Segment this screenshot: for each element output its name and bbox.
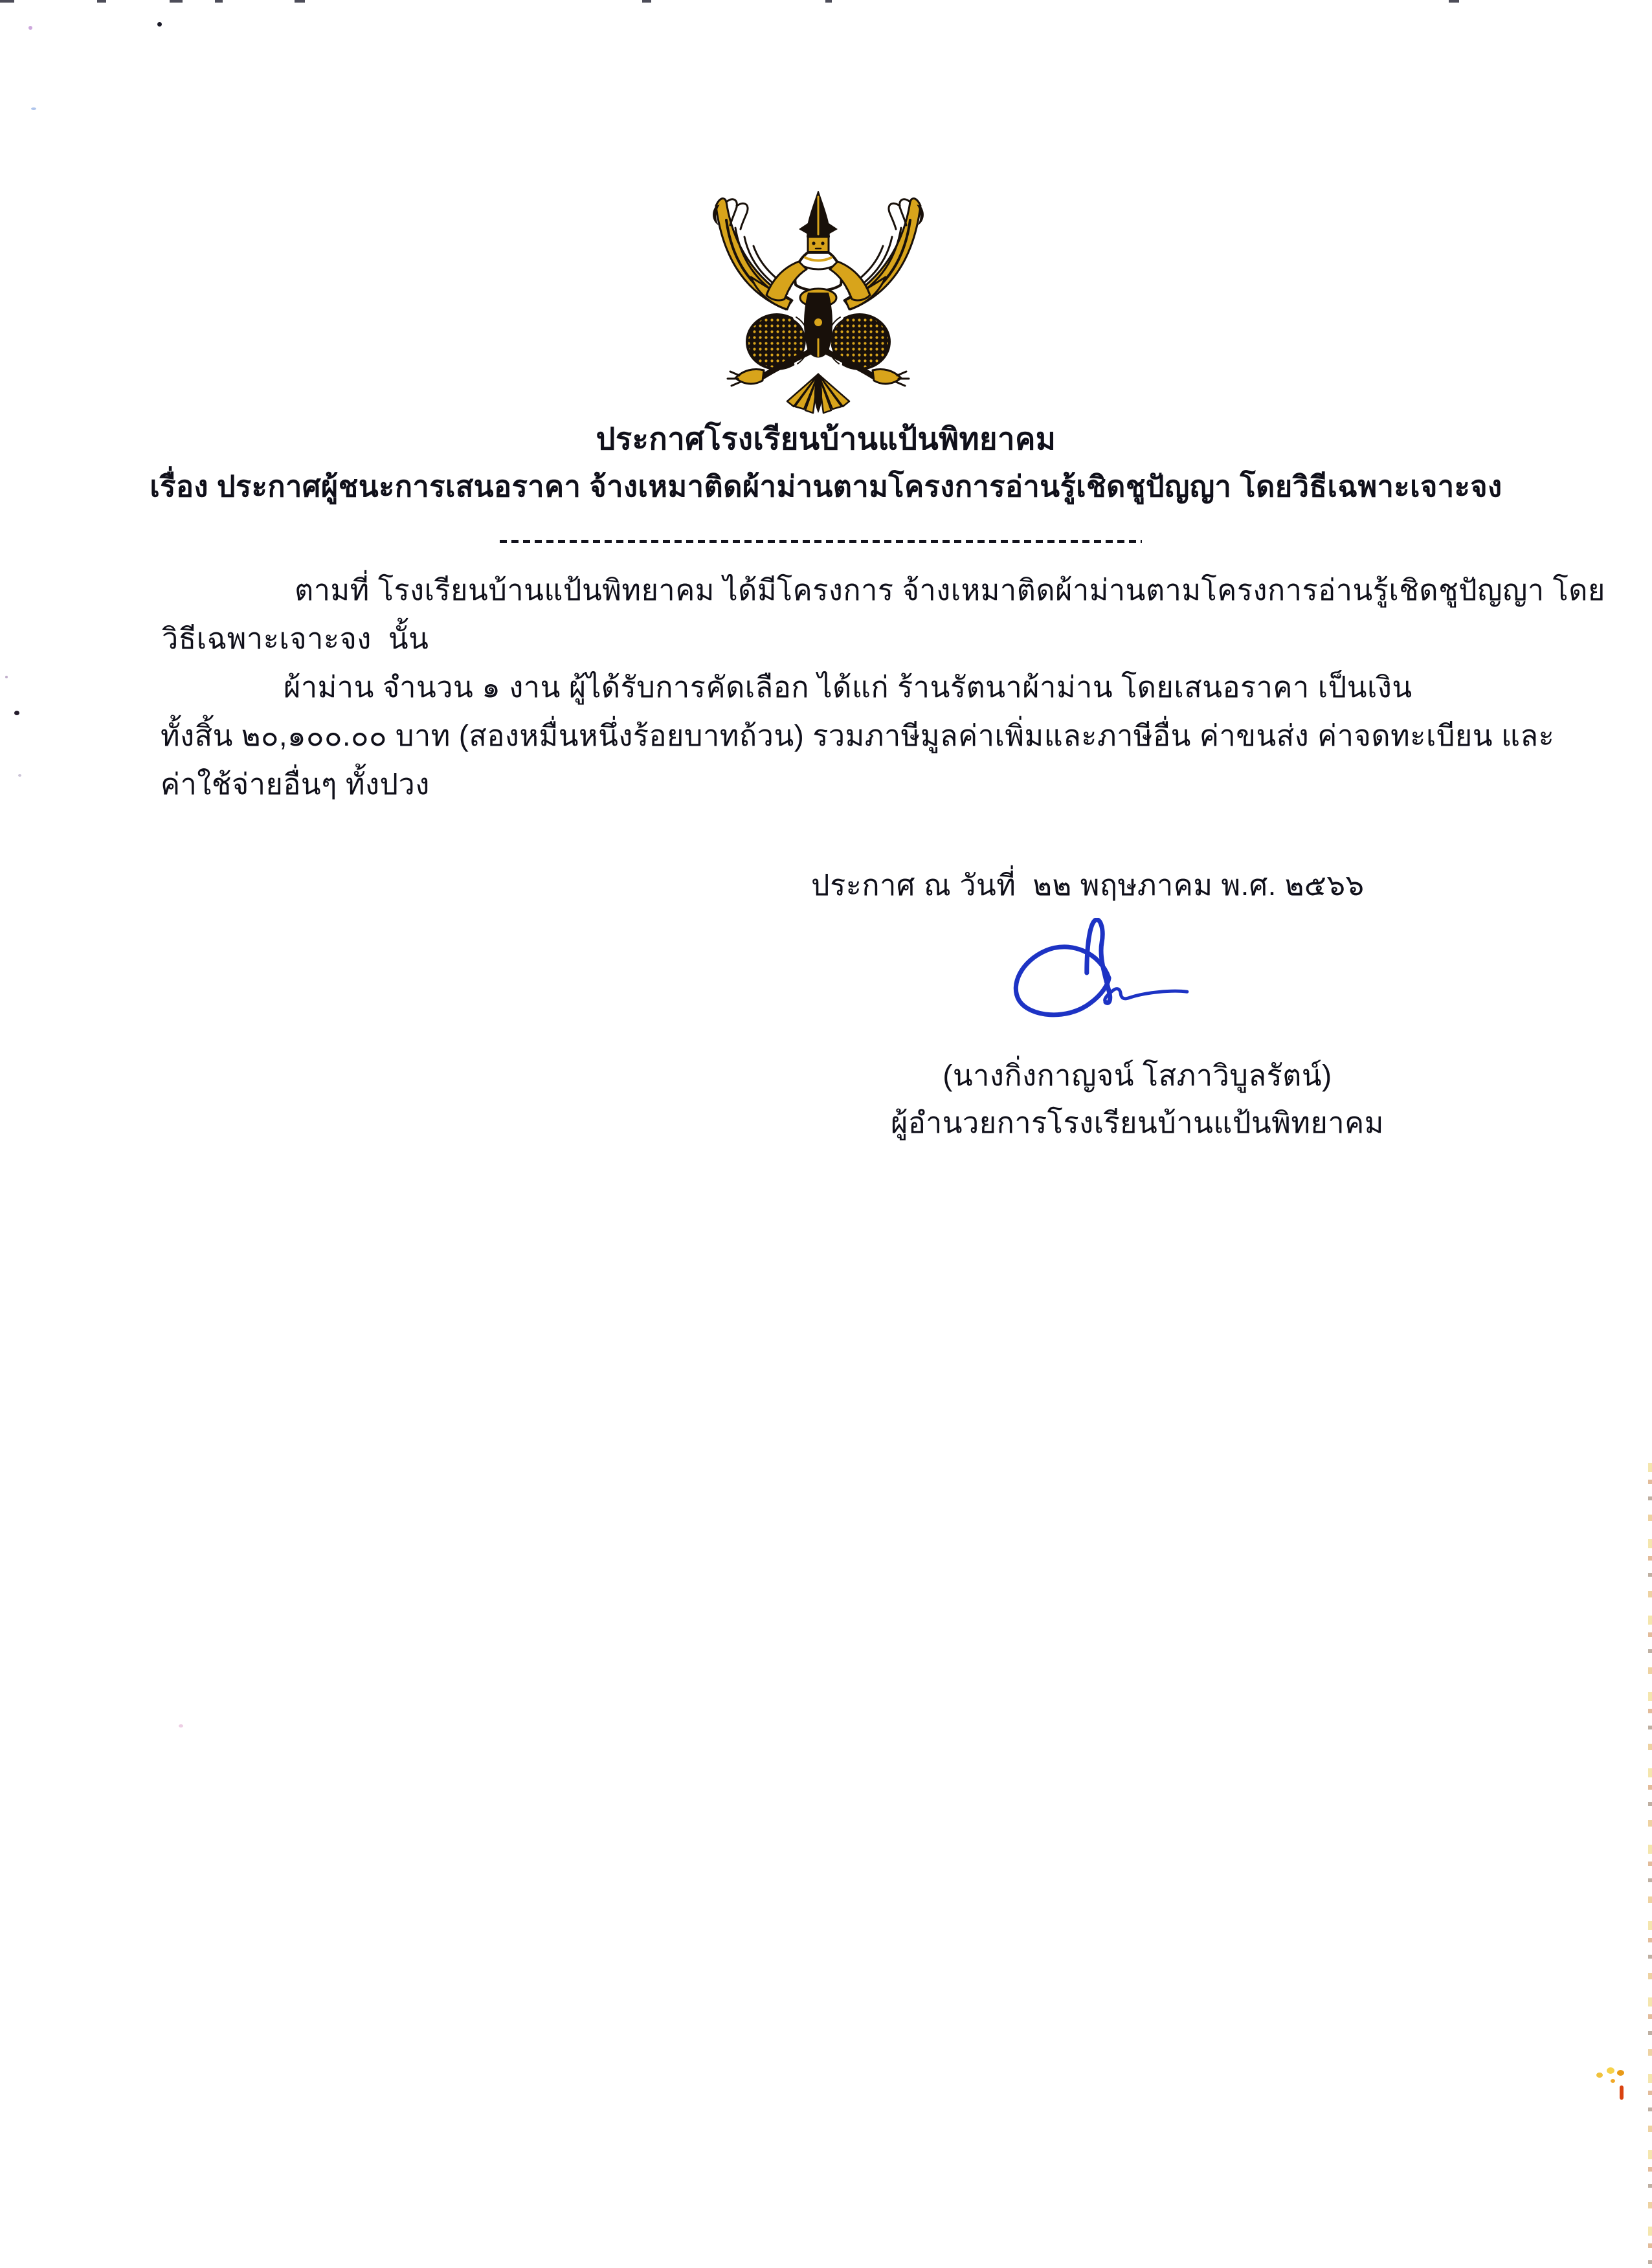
- scan-blotch: [1611, 2079, 1615, 2083]
- scan-edge-artifact: [97, 0, 106, 3]
- body-line: ตามที่ โรงเรียนบ้านแป้นพิทยาคม ได้มีโครงการ จ้างเหมาติดผ้าม่านตามโครงการอ่านรู้เชิดชูปัญญา โดย: [295, 573, 1605, 606]
- scan-speck: [179, 1724, 183, 1728]
- scan-speck: [157, 22, 162, 27]
- announcement-date-line: ประกาศ ณ วันที่ ๒๒ พฤษภาคม พ.ศ. ๒๕๖๖: [811, 869, 1365, 902]
- garuda-emblem-icon: [711, 189, 926, 416]
- scan-edge-artifact: [1449, 0, 1459, 3]
- body-line: วิธีเฉพาะเจาะจง นั้น: [162, 622, 429, 655]
- signature-area: [1010, 918, 1199, 1028]
- scan-speck: [28, 26, 32, 30]
- scan-speck: [31, 107, 36, 110]
- scan-speck: [18, 774, 21, 777]
- scan-blotch: [1620, 2085, 1624, 2100]
- document-title: ประกาศโรงเรียนบ้านแป้นพิทยาคม: [596, 421, 1056, 456]
- scan-edge-artifact: [295, 0, 305, 3]
- body-line: ค่าใช้จ่ายอื่นๆ ทั้งปวง: [161, 768, 430, 801]
- document-subject-line: เรื่อง ประกาศผู้ชนะการเสนอราคา จ้างเหมาติดผ้าม่านตามโครงการอ่านรู้เชิดชูปัญญา โดยวิธีเฉพาะเจาะจง: [150, 470, 1502, 503]
- scan-speck: [5, 676, 8, 678]
- body-line: ผ้าม่าน จำนวน ๑ งาน ผู้ได้รับการคัดเลือก ได้แก่ ร้านรัตนาผ้าม่าน โดยเสนอราคา เป็นเงิน: [284, 671, 1412, 704]
- scan-blotch: [1607, 2067, 1614, 2074]
- signer-position: ผู้อำนวยการโรงเรียนบ้านแป้นพิทยาคม: [891, 1106, 1384, 1139]
- scan-edge-artifact: [0, 0, 14, 3]
- scan-edge-artifact: [215, 0, 223, 3]
- body-line: ทั้งสิ้น ๒๐,๑๐๐.๐๐ บาท (สองหมื่นหนึ่งร้อยบาทถ้วน) รวมภาษีมูลค่าเพิ่มและภาษีอื่น ค่าขนส่ง ค่าจดทะเบียน และ: [161, 719, 1555, 752]
- scan-blotch: [1596, 2073, 1603, 2078]
- scan-speck: [14, 711, 19, 715]
- scan-blotch: [1617, 2070, 1624, 2076]
- dashed-separator: [500, 540, 1142, 543]
- scan-edge-artifact: [642, 0, 651, 3]
- scan-edge-artifact: [825, 0, 832, 3]
- scan-edge-artifact: [170, 0, 183, 3]
- signer-name: (นางกิ่งกาญจน์ โสภาวิบูลรัตน์): [943, 1059, 1332, 1092]
- handwritten-signature-icon: [1010, 918, 1199, 1028]
- scan-edge-noise-strip: [1648, 1463, 1652, 2268]
